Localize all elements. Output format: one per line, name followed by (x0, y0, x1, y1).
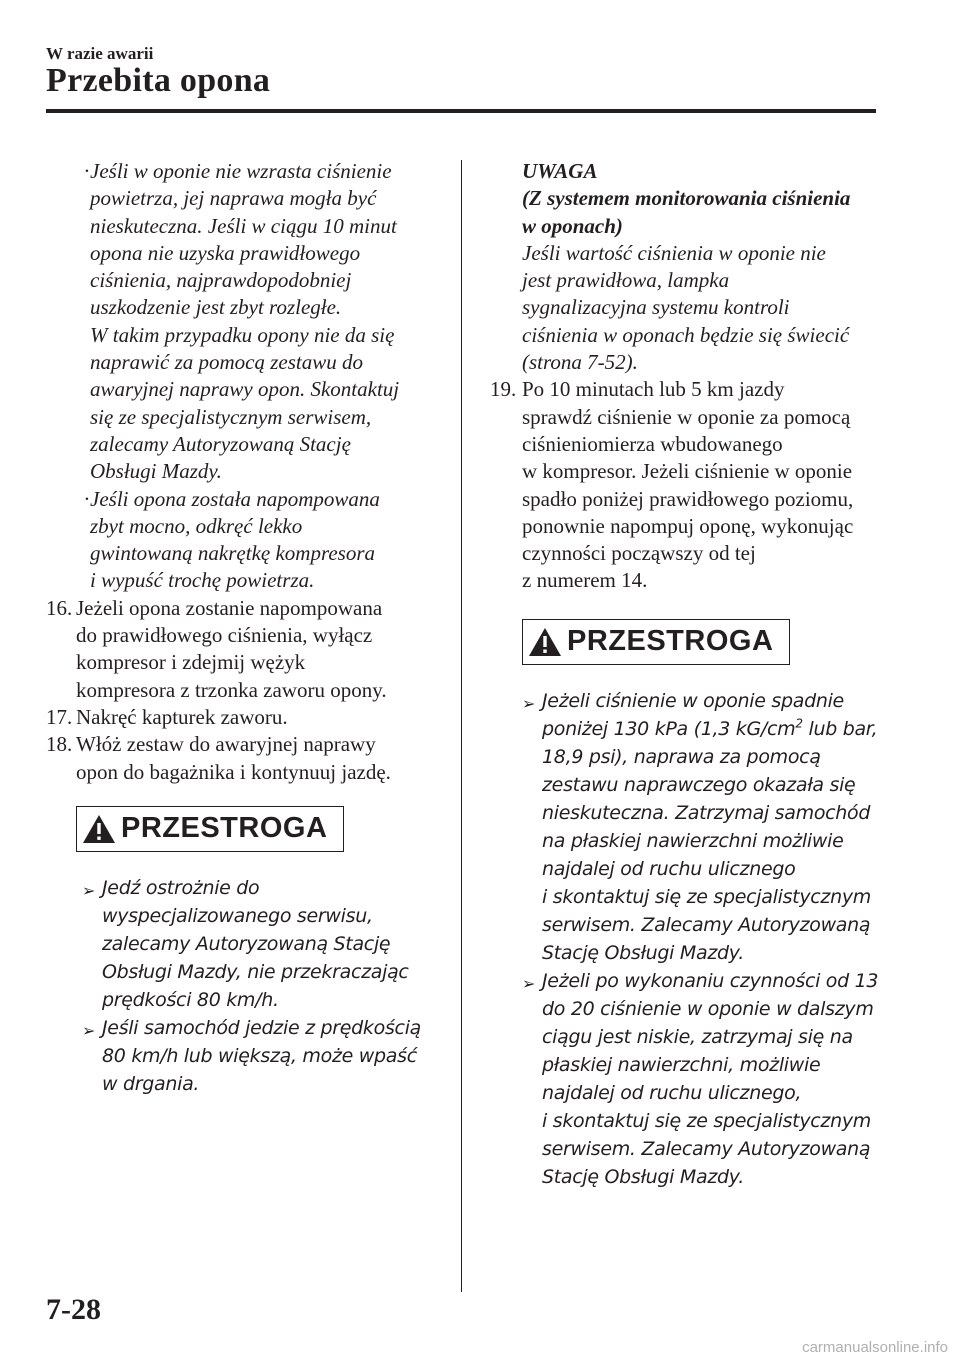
warning-triangle-icon (523, 622, 567, 662)
note-block (478, 158, 890, 376)
note-title: UWAGA (522, 159, 598, 183)
text-line: Jedź ostrożnie do (102, 876, 260, 899)
note-subtitle: w oponach) (522, 213, 623, 238)
warning-banner (522, 619, 790, 665)
warning-label: PRZESTROGA (567, 625, 774, 658)
bullet-dot-icon: · (84, 486, 90, 511)
page-number: 7-28 (46, 1293, 101, 1326)
text-line: ciągu jest niskie, zatrzymaj się na (542, 1025, 853, 1048)
text-line: Jeżeli opona zostanie napompowana (76, 595, 383, 620)
text-line: nieskuteczna. Zatrzymaj samochód (542, 801, 871, 824)
text-line: do 20 ciśnienie w oponie w dalszym (542, 997, 874, 1020)
text-line: powietrza, jej naprawa mogła być (90, 186, 377, 211)
text-line: zalecamy Autoryzowaną Stację (102, 932, 391, 955)
bullet-item (46, 158, 446, 486)
text-line: serwisem. Zalecamy Autoryzowaną (542, 1137, 871, 1160)
step-number: 16. (46, 595, 73, 620)
text-line: (strona 7-52). (522, 350, 638, 375)
page-title: Przebita opona (46, 62, 271, 99)
text-line: ciśnienia w oponach będzie się świecić (522, 322, 850, 347)
step-number: 17. (46, 704, 73, 729)
warning-label: PRZESTROGA (121, 812, 328, 845)
arrow-bullet-icon: ➢ (522, 693, 536, 713)
left-column (46, 158, 446, 1098)
step-18 (46, 731, 446, 786)
text-line: wyspecjalizowanego serwisu, (102, 904, 373, 927)
text-line: Jeśli wartość ciśnienia w oponie nie (522, 240, 826, 265)
caution-item (74, 1014, 446, 1098)
text-line: ponownie napompuj oponę, wykonując (522, 513, 854, 538)
text-line: czynności począwszy od tej (522, 541, 756, 566)
text-line: Po 10 minutach lub 5 km jazdy (522, 377, 785, 402)
text-line: i wypuść trochę powietrza. (90, 568, 315, 593)
text-line: płaskiej nawierzchni, możliwie (542, 1053, 821, 1076)
text-line: 18,9 psi), naprawa za pomocą (542, 745, 821, 768)
arrow-bullet-icon: ➢ (522, 973, 536, 993)
text-line: Jeśli opona została napompowana (90, 486, 380, 511)
text-line: 80 km/h lub większą, może wpaść (102, 1044, 417, 1067)
text-line: spadło poniżej prawidłowego poziomu, (522, 486, 854, 511)
text-line: Stację Obsługi Mazdy. (542, 1165, 744, 1188)
text-line: zestawu naprawczego okazała się (542, 773, 856, 796)
text-line: Jeżeli po wykonaniu czynności od 13 (542, 969, 879, 992)
text-line: sprawdź ciśnienie w oponie za pomocą (522, 404, 851, 429)
right-column (478, 158, 890, 1191)
watermark-link[interactable]: carmanualsonline.info (802, 1339, 948, 1356)
step-number: 19. (490, 377, 517, 402)
text-line: najdalej od ruchu ulicznego, (542, 1081, 802, 1104)
warning-banner (76, 806, 344, 852)
text-line: prędkości 80 km/h. (102, 988, 279, 1011)
text-line: jest prawidłowa, lampka (522, 268, 730, 293)
caution-item (514, 687, 890, 967)
text-line: i skontaktuj się ze specjalistycznym (542, 885, 871, 908)
text-line: kompresora z trzonka zaworu opony. (76, 677, 387, 702)
step-17 (46, 704, 446, 731)
bullet-item (46, 486, 446, 595)
text-line: kompresor i zdejmij wężyk (76, 650, 306, 675)
text-line: w kompresor. Jeżeli ciśnienie w oponie (522, 459, 853, 484)
text-line: na płaskiej nawierzchni możliwie (542, 829, 844, 852)
text-line: z numerem 14. (522, 568, 648, 593)
text-line: W takim przypadku opony nie da się (90, 322, 395, 347)
text-line: zbyt mocno, odkręć lekko (90, 513, 303, 538)
bullet-dot-icon: · (84, 159, 90, 183)
text-line: naprawić za pomocą zestawu do (90, 350, 363, 375)
text-line: do prawidłowego ciśnienia, wyłącz (76, 623, 373, 648)
text-line: sygnalizacyjna systemu kontroli (522, 295, 790, 320)
text-line: nieskuteczna. Jeśli w ciągu 10 minut (90, 213, 397, 238)
text-line: ciśnieniomierza wbudowanego (522, 431, 783, 456)
text-line: się ze specjalistycznym serwisem, (90, 404, 372, 429)
section-label: W razie awarii (46, 44, 154, 63)
column-divider (461, 160, 462, 1292)
step-number: 18. (46, 732, 73, 757)
step-19 (478, 376, 890, 594)
text-line: opona nie uzyska prawidłowego (90, 240, 361, 265)
text-line: najdalej od ruchu ulicznego (542, 857, 796, 880)
text-line: uszkodzenie jest zbyt rozległe. (90, 295, 342, 320)
text-line: awaryjnej naprawy opon. Skontaktuj (90, 377, 400, 402)
text-line: zalecamy Autoryzowaną Stację (90, 431, 351, 456)
text-line: w drgania. (102, 1072, 200, 1095)
caution-item (514, 967, 890, 1191)
text-line: Jeśli w oponie nie wzrasta ciśnienie (90, 159, 392, 183)
warning-triangle-icon (77, 809, 121, 849)
text-line: poniżej 130 kPa (1,3 $kG/cm^2$ lub bar, (542, 716, 878, 740)
note-subtitle: (Z systemem monitorowania ciśnienia (522, 186, 851, 211)
text-line: Obsługi Mazdy, nie przekraczając (102, 960, 409, 983)
text-line: serwisem. Zalecamy Autoryzowaną (542, 913, 871, 936)
text-line: Włóż zestaw do awaryjnej naprawy (76, 732, 376, 757)
text-line: Nakręć kapturek zaworu. (76, 704, 288, 729)
text-line: Obsługi Mazdy. (90, 459, 222, 484)
step-16 (46, 595, 446, 704)
title-rule (46, 109, 876, 113)
caution-item (74, 874, 446, 1014)
text-line: i skontaktuj się ze specjalistycznym (542, 1109, 871, 1132)
text-line: ciśnienia, najprawdopodobniej (90, 268, 352, 293)
text-line: Stację Obsługi Mazdy. (542, 941, 744, 964)
text-line: Jeśli samochód jedzie z prędkością (102, 1016, 422, 1039)
arrow-bullet-icon: ➢ (82, 880, 96, 900)
arrow-bullet-icon: ➢ (82, 1020, 96, 1040)
text-line: Jeżeli ciśnienie w oponie spadnie (542, 689, 844, 712)
text-line: gwintowaną nakrętkę kompresora (90, 541, 376, 566)
text-line: opon do bagażnika i kontynuuj jazdę. (76, 759, 391, 784)
